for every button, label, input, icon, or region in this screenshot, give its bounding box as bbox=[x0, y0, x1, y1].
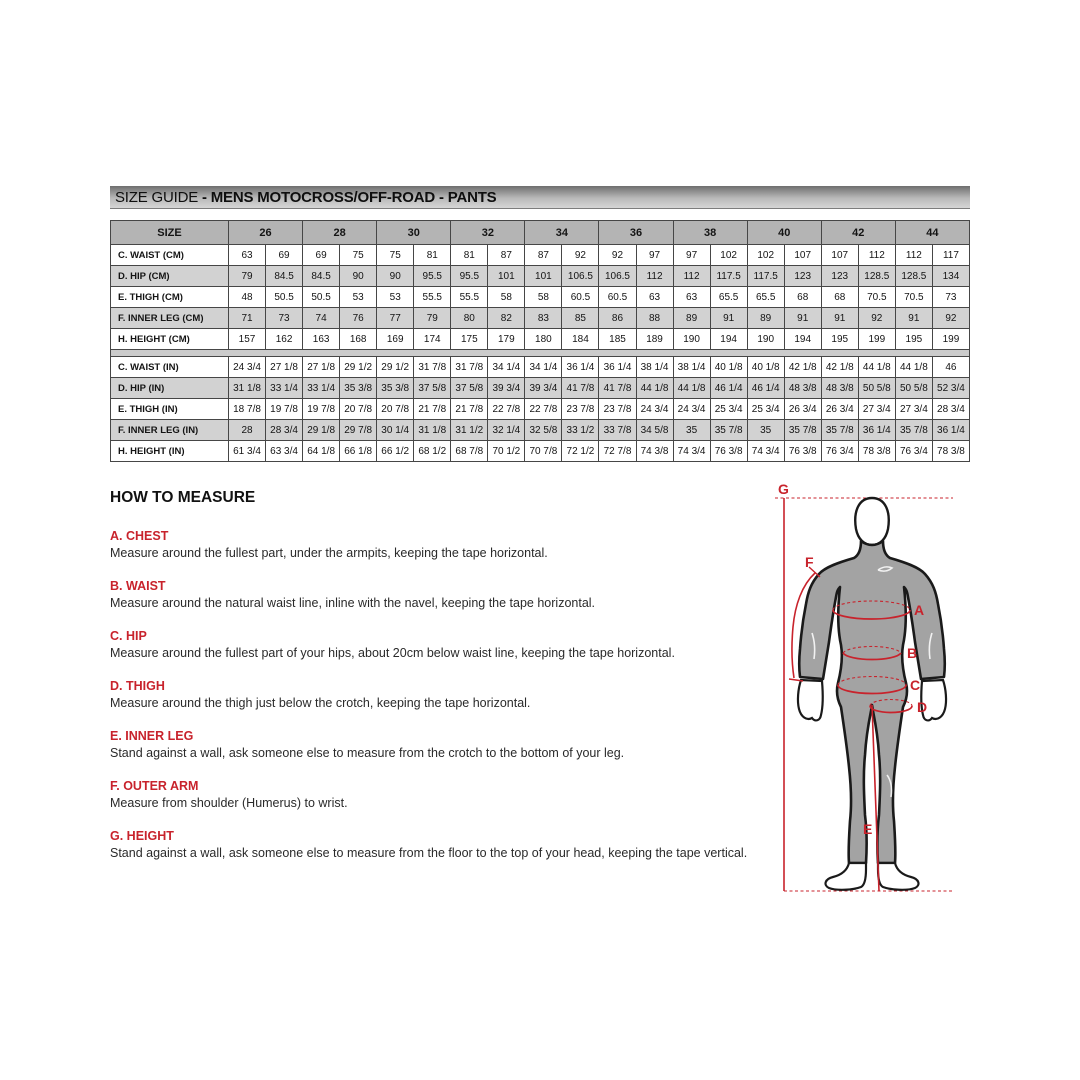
measure-section-heading: A. CHEST bbox=[110, 529, 169, 543]
size-value-cell: 195 bbox=[821, 329, 858, 350]
size-value-cell: 29 1/8 bbox=[303, 420, 340, 441]
size-column-header: 40 bbox=[747, 221, 821, 245]
size-value-cell: 107 bbox=[821, 245, 858, 266]
size-value-cell: 112 bbox=[636, 266, 673, 287]
size-value-cell: 31 7/8 bbox=[414, 357, 451, 378]
label-height-g: G bbox=[778, 481, 789, 497]
size-value-cell: 90 bbox=[377, 266, 414, 287]
size-value-cell: 63 3/4 bbox=[266, 441, 303, 462]
size-value-cell: 169 bbox=[377, 329, 414, 350]
measure-section-text: Measure around the thigh just below the crotch, keeping the tape horizontal. bbox=[110, 696, 531, 710]
size-value-cell: 53 bbox=[377, 287, 414, 308]
size-value-cell: 25 3/4 bbox=[747, 399, 784, 420]
size-value-cell: 71 bbox=[229, 308, 266, 329]
table-row bbox=[111, 441, 970, 462]
size-value-cell: 34 1/4 bbox=[488, 357, 525, 378]
size-value-cell: 50 5/8 bbox=[858, 378, 895, 399]
size-value-cell: 35 7/8 bbox=[895, 420, 932, 441]
size-value-cell: 30 1/4 bbox=[377, 420, 414, 441]
size-value-cell: 97 bbox=[673, 245, 710, 266]
size-value-cell: 26 3/4 bbox=[821, 399, 858, 420]
size-value-cell: 27 3/4 bbox=[858, 399, 895, 420]
size-value-cell: 74 bbox=[303, 308, 340, 329]
size-value-cell: 194 bbox=[710, 329, 747, 350]
size-value-cell: 52 3/4 bbox=[932, 378, 969, 399]
size-column-header: 34 bbox=[525, 221, 599, 245]
size-value-cell: 190 bbox=[673, 329, 710, 350]
row-label: H. HEIGHT (IN) bbox=[111, 441, 229, 462]
size-value-cell: 36 1/4 bbox=[562, 357, 599, 378]
size-value-cell: 92 bbox=[858, 308, 895, 329]
size-value-cell: 24 3/4 bbox=[673, 399, 710, 420]
size-table-header-row bbox=[111, 221, 970, 245]
size-value-cell: 75 bbox=[377, 245, 414, 266]
size-value-cell: 68 7/8 bbox=[451, 441, 488, 462]
measure-section-heading: D. THIGH bbox=[110, 679, 165, 693]
size-value-cell: 91 bbox=[821, 308, 858, 329]
size-value-cell: 32 5/8 bbox=[525, 420, 562, 441]
size-value-cell: 48 3/8 bbox=[784, 378, 821, 399]
size-value-cell: 82 bbox=[488, 308, 525, 329]
size-value-cell: 81 bbox=[414, 245, 451, 266]
size-value-cell: 33 1/4 bbox=[266, 378, 303, 399]
size-value-cell: 35 7/8 bbox=[784, 420, 821, 441]
size-value-cell: 123 bbox=[821, 266, 858, 287]
size-value-cell: 73 bbox=[932, 287, 969, 308]
measure-section-heading: C. HIP bbox=[110, 629, 147, 643]
size-chart-table bbox=[110, 220, 970, 462]
size-value-cell: 95.5 bbox=[414, 266, 451, 287]
table-row bbox=[111, 357, 970, 378]
size-value-cell: 180 bbox=[525, 329, 562, 350]
size-value-cell: 31 7/8 bbox=[451, 357, 488, 378]
size-value-cell: 46 1/4 bbox=[710, 378, 747, 399]
size-value-cell: 68 bbox=[821, 287, 858, 308]
size-value-cell: 78 3/8 bbox=[932, 441, 969, 462]
left-foot-shape bbox=[826, 863, 866, 890]
measure-section-text: Measure around the natural waist line, inline with the navel, keeping the tape horizontal. bbox=[110, 596, 596, 610]
size-value-cell: 29 7/8 bbox=[340, 420, 377, 441]
size-value-cell: 39 3/4 bbox=[488, 378, 525, 399]
size-value-cell: 36 1/4 bbox=[599, 357, 636, 378]
size-value-cell: 48 3/8 bbox=[821, 378, 858, 399]
size-value-cell: 69 bbox=[303, 245, 340, 266]
size-value-cell: 106.5 bbox=[562, 266, 599, 287]
size-value-cell: 28 3/4 bbox=[266, 420, 303, 441]
size-value-cell: 41 7/8 bbox=[562, 378, 599, 399]
size-value-cell: 68 1/2 bbox=[414, 441, 451, 462]
size-value-cell: 23 7/8 bbox=[599, 399, 636, 420]
measure-section bbox=[110, 528, 770, 562]
size-value-cell: 74 3/4 bbox=[673, 441, 710, 462]
size-value-cell: 101 bbox=[525, 266, 562, 287]
row-label: H. HEIGHT (CM) bbox=[111, 329, 229, 350]
size-value-cell: 179 bbox=[488, 329, 525, 350]
size-value-cell: 58 bbox=[525, 287, 562, 308]
size-value-cell: 38 1/4 bbox=[636, 357, 673, 378]
table-row bbox=[111, 287, 970, 308]
measure-section-heading: B. WAIST bbox=[110, 579, 166, 593]
measure-section-heading: E. INNER LEG bbox=[110, 729, 194, 743]
size-value-cell: 55.5 bbox=[451, 287, 488, 308]
body-figure-svg bbox=[757, 477, 985, 915]
size-column-header: 28 bbox=[303, 221, 377, 245]
row-label: E. THIGH (IN) bbox=[111, 399, 229, 420]
size-value-cell: 27 1/8 bbox=[303, 357, 340, 378]
size-value-cell: 55.5 bbox=[414, 287, 451, 308]
size-value-cell: 117 bbox=[932, 245, 969, 266]
page-title-prefix: SIZE GUIDE bbox=[115, 188, 202, 206]
size-value-cell: 31 1/8 bbox=[414, 420, 451, 441]
size-value-cell: 22 7/8 bbox=[525, 399, 562, 420]
size-value-cell: 157 bbox=[229, 329, 266, 350]
label-outer-arm-f: F bbox=[805, 554, 814, 570]
size-value-cell: 19 7/8 bbox=[303, 399, 340, 420]
size-value-cell: 128.5 bbox=[858, 266, 895, 287]
size-column-header: 32 bbox=[451, 221, 525, 245]
size-value-cell: 66 1/2 bbox=[377, 441, 414, 462]
size-value-cell: 102 bbox=[747, 245, 784, 266]
table-row bbox=[111, 399, 970, 420]
size-value-cell: 72 7/8 bbox=[599, 441, 636, 462]
size-value-cell: 76 3/8 bbox=[784, 441, 821, 462]
size-value-cell: 79 bbox=[414, 308, 451, 329]
row-label: C. WAIST (CM) bbox=[111, 245, 229, 266]
measure-section-text: Measure from shoulder (Humerus) to wrist. bbox=[110, 796, 348, 810]
size-value-cell: 69 bbox=[266, 245, 303, 266]
size-value-cell: 128.5 bbox=[895, 266, 932, 287]
size-value-cell: 72 1/2 bbox=[562, 441, 599, 462]
size-value-cell: 91 bbox=[710, 308, 747, 329]
size-value-cell: 76 3/4 bbox=[895, 441, 932, 462]
size-value-cell: 44 1/8 bbox=[895, 357, 932, 378]
size-value-cell: 117.5 bbox=[710, 266, 747, 287]
row-label: D. HIP (IN) bbox=[111, 378, 229, 399]
size-value-cell: 95.5 bbox=[451, 266, 488, 287]
measure-section-text: Stand against a wall, ask someone else to measure from the crotch to the bottom of your leg. bbox=[110, 746, 625, 760]
size-value-cell: 81 bbox=[451, 245, 488, 266]
size-value-cell: 70.5 bbox=[895, 287, 932, 308]
size-value-cell: 33 1/2 bbox=[562, 420, 599, 441]
size-value-cell: 27 1/8 bbox=[266, 357, 303, 378]
left-hand-shape bbox=[798, 680, 823, 720]
size-value-cell: 102 bbox=[710, 245, 747, 266]
table-row bbox=[111, 245, 970, 266]
size-value-cell: 50.5 bbox=[266, 287, 303, 308]
size-value-cell: 64 1/8 bbox=[303, 441, 340, 462]
row-label: F. INNER LEG (IN) bbox=[111, 420, 229, 441]
size-value-cell: 46 1/4 bbox=[747, 378, 784, 399]
size-value-cell: 37 5/8 bbox=[451, 378, 488, 399]
size-column-header: 38 bbox=[673, 221, 747, 245]
size-value-cell: 44 1/8 bbox=[858, 357, 895, 378]
row-label: C. WAIST (IN) bbox=[111, 357, 229, 378]
size-value-cell: 63 bbox=[636, 287, 673, 308]
size-value-cell: 84.5 bbox=[303, 266, 340, 287]
size-value-cell: 58 bbox=[488, 287, 525, 308]
size-value-cell: 40 1/8 bbox=[747, 357, 784, 378]
size-value-cell: 112 bbox=[858, 245, 895, 266]
size-value-cell: 27 3/4 bbox=[895, 399, 932, 420]
size-value-cell: 91 bbox=[784, 308, 821, 329]
measure-section-text: Stand against a wall, ask someone else to measure from the floor to the top of your head, keeping the tape vertical. bbox=[110, 846, 748, 860]
table-row bbox=[111, 329, 970, 350]
size-column-header: 30 bbox=[377, 221, 451, 245]
size-value-cell: 92 bbox=[932, 308, 969, 329]
size-value-cell: 76 3/4 bbox=[821, 441, 858, 462]
size-value-cell: 44 1/8 bbox=[636, 378, 673, 399]
size-value-cell: 80 bbox=[451, 308, 488, 329]
size-value-cell: 31 1/2 bbox=[451, 420, 488, 441]
label-waist-b: B bbox=[907, 645, 918, 661]
size-column-header: 42 bbox=[821, 221, 895, 245]
size-value-cell: 84.5 bbox=[266, 266, 303, 287]
size-value-cell: 112 bbox=[895, 245, 932, 266]
size-value-cell: 28 bbox=[229, 420, 266, 441]
size-value-cell: 87 bbox=[525, 245, 562, 266]
size-value-cell: 26 3/4 bbox=[784, 399, 821, 420]
size-value-cell: 22 7/8 bbox=[488, 399, 525, 420]
size-column-header: 36 bbox=[599, 221, 673, 245]
size-value-cell: 42 1/8 bbox=[784, 357, 821, 378]
howto-sections bbox=[110, 528, 770, 862]
page-title bbox=[110, 186, 970, 209]
size-value-cell: 60.5 bbox=[599, 287, 636, 308]
size-value-cell: 134 bbox=[932, 266, 969, 287]
size-value-cell: 50.5 bbox=[303, 287, 340, 308]
size-value-cell: 83 bbox=[525, 308, 562, 329]
label-hip-c: C bbox=[910, 677, 921, 693]
size-value-cell: 107 bbox=[784, 245, 821, 266]
measure-section bbox=[110, 578, 770, 612]
measure-section-heading: F. OUTER ARM bbox=[110, 779, 199, 793]
size-value-cell: 28 3/4 bbox=[932, 399, 969, 420]
size-value-cell: 74 3/4 bbox=[747, 441, 784, 462]
measure-section bbox=[110, 828, 770, 862]
row-label: E. THIGH (CM) bbox=[111, 287, 229, 308]
measurement-diagram bbox=[757, 477, 985, 915]
row-label: F. INNER LEG (CM) bbox=[111, 308, 229, 329]
size-value-cell: 85 bbox=[562, 308, 599, 329]
size-value-cell: 37 5/8 bbox=[414, 378, 451, 399]
size-value-cell: 91 bbox=[895, 308, 932, 329]
size-value-cell: 34 5/8 bbox=[636, 420, 673, 441]
size-value-cell: 79 bbox=[229, 266, 266, 287]
size-value-cell: 74 3/8 bbox=[636, 441, 673, 462]
label-inner-leg-e: E bbox=[863, 821, 873, 837]
size-value-cell: 199 bbox=[858, 329, 895, 350]
head-shape bbox=[855, 498, 889, 545]
size-value-cell: 42 1/8 bbox=[821, 357, 858, 378]
size-value-cell: 34 1/4 bbox=[525, 357, 562, 378]
size-value-cell: 60.5 bbox=[562, 287, 599, 308]
size-value-cell: 35 3/8 bbox=[377, 378, 414, 399]
size-value-cell: 33 1/4 bbox=[303, 378, 340, 399]
size-value-cell: 89 bbox=[673, 308, 710, 329]
size-value-cell: 112 bbox=[673, 266, 710, 287]
size-value-cell: 18 7/8 bbox=[229, 399, 266, 420]
size-value-cell: 24 3/4 bbox=[636, 399, 673, 420]
size-value-cell: 97 bbox=[636, 245, 673, 266]
size-value-cell: 31 1/8 bbox=[229, 378, 266, 399]
size-value-cell: 88 bbox=[636, 308, 673, 329]
size-value-cell: 70.5 bbox=[858, 287, 895, 308]
size-value-cell: 61 3/4 bbox=[229, 441, 266, 462]
size-value-cell: 63 bbox=[229, 245, 266, 266]
size-value-cell: 32 1/4 bbox=[488, 420, 525, 441]
size-value-cell: 33 7/8 bbox=[599, 420, 636, 441]
table-row bbox=[111, 266, 970, 287]
size-value-cell: 175 bbox=[451, 329, 488, 350]
size-value-cell: 189 bbox=[636, 329, 673, 350]
right-foot-shape bbox=[878, 863, 918, 890]
size-value-cell: 24 3/4 bbox=[229, 357, 266, 378]
size-value-cell: 92 bbox=[562, 245, 599, 266]
size-value-cell: 117.5 bbox=[747, 266, 784, 287]
size-value-cell: 41 7/8 bbox=[599, 378, 636, 399]
size-value-cell: 76 3/8 bbox=[710, 441, 747, 462]
label-chest-a: A bbox=[914, 602, 925, 618]
size-header-cell: SIZE bbox=[111, 221, 229, 245]
size-value-cell: 77 bbox=[377, 308, 414, 329]
size-value-cell: 195 bbox=[895, 329, 932, 350]
unit-separator-cell bbox=[111, 350, 970, 357]
size-value-cell: 184 bbox=[562, 329, 599, 350]
size-value-cell: 90 bbox=[340, 266, 377, 287]
size-value-cell: 185 bbox=[599, 329, 636, 350]
size-value-cell: 39 3/4 bbox=[525, 378, 562, 399]
measure-section bbox=[110, 678, 770, 712]
size-value-cell: 78 3/8 bbox=[858, 441, 895, 462]
size-value-cell: 70 1/2 bbox=[488, 441, 525, 462]
size-value-cell: 40 1/8 bbox=[710, 357, 747, 378]
size-value-cell: 70 7/8 bbox=[525, 441, 562, 462]
size-value-cell: 101 bbox=[488, 266, 525, 287]
measure-section bbox=[110, 628, 770, 662]
size-value-cell: 53 bbox=[340, 287, 377, 308]
size-value-cell: 168 bbox=[340, 329, 377, 350]
size-value-cell: 86 bbox=[599, 308, 636, 329]
size-value-cell: 35 bbox=[673, 420, 710, 441]
size-value-cell: 87 bbox=[488, 245, 525, 266]
size-value-cell: 68 bbox=[784, 287, 821, 308]
page-title-main: - MENS MOTOCROSS/OFF-ROAD - PANTS bbox=[201, 188, 497, 206]
measure-section bbox=[110, 778, 770, 812]
measure-section-text: Measure around the fullest part of your hips, about 20cm below waist line, keeping the tape horizontal. bbox=[110, 646, 675, 660]
size-value-cell: 174 bbox=[414, 329, 451, 350]
how-to-measure-title: HOW TO MEASURE bbox=[110, 489, 256, 506]
table-row bbox=[111, 420, 970, 441]
measure-section-text: Measure around the fullest part, under the armpits, keeping the tape horizontal. bbox=[110, 546, 548, 560]
size-value-cell: 199 bbox=[932, 329, 969, 350]
measure-section bbox=[110, 728, 770, 762]
size-value-cell: 106.5 bbox=[599, 266, 636, 287]
size-value-cell: 163 bbox=[303, 329, 340, 350]
size-value-cell: 21 7/8 bbox=[414, 399, 451, 420]
size-value-cell: 46 bbox=[932, 357, 969, 378]
size-value-cell: 92 bbox=[599, 245, 636, 266]
how-to-measure bbox=[110, 489, 770, 878]
size-value-cell: 36 1/4 bbox=[932, 420, 969, 441]
size-value-cell: 73 bbox=[266, 308, 303, 329]
size-value-cell: 29 1/2 bbox=[340, 357, 377, 378]
size-value-cell: 65.5 bbox=[710, 287, 747, 308]
size-column-header: 44 bbox=[895, 221, 969, 245]
size-value-cell: 29 1/2 bbox=[377, 357, 414, 378]
size-value-cell: 194 bbox=[784, 329, 821, 350]
size-value-cell: 76 bbox=[340, 308, 377, 329]
size-value-cell: 190 bbox=[747, 329, 784, 350]
row-label: D. HIP (CM) bbox=[111, 266, 229, 287]
size-value-cell: 162 bbox=[266, 329, 303, 350]
size-value-cell: 21 7/8 bbox=[451, 399, 488, 420]
size-value-cell: 50 5/8 bbox=[895, 378, 932, 399]
size-value-cell: 75 bbox=[340, 245, 377, 266]
measure-section-heading: G. HEIGHT bbox=[110, 829, 174, 843]
size-column-header: 26 bbox=[229, 221, 303, 245]
size-value-cell: 35 7/8 bbox=[821, 420, 858, 441]
size-value-cell: 65.5 bbox=[747, 287, 784, 308]
size-value-cell: 63 bbox=[673, 287, 710, 308]
label-thigh-d: D bbox=[917, 699, 928, 715]
size-value-cell: 25 3/4 bbox=[710, 399, 747, 420]
size-value-cell: 20 7/8 bbox=[340, 399, 377, 420]
size-value-cell: 20 7/8 bbox=[377, 399, 414, 420]
size-value-cell: 48 bbox=[229, 287, 266, 308]
table-row bbox=[111, 308, 970, 329]
size-value-cell: 89 bbox=[747, 308, 784, 329]
size-table-body bbox=[111, 245, 970, 462]
size-value-cell: 66 1/8 bbox=[340, 441, 377, 462]
size-value-cell: 123 bbox=[784, 266, 821, 287]
size-value-cell: 35 7/8 bbox=[710, 420, 747, 441]
size-value-cell: 19 7/8 bbox=[266, 399, 303, 420]
size-value-cell: 35 bbox=[747, 420, 784, 441]
size-value-cell: 23 7/8 bbox=[562, 399, 599, 420]
unit-separator-row bbox=[111, 350, 970, 357]
table-row bbox=[111, 378, 970, 399]
size-value-cell: 35 3/8 bbox=[340, 378, 377, 399]
size-value-cell: 36 1/4 bbox=[858, 420, 895, 441]
size-value-cell: 44 1/8 bbox=[673, 378, 710, 399]
size-value-cell: 38 1/4 bbox=[673, 357, 710, 378]
